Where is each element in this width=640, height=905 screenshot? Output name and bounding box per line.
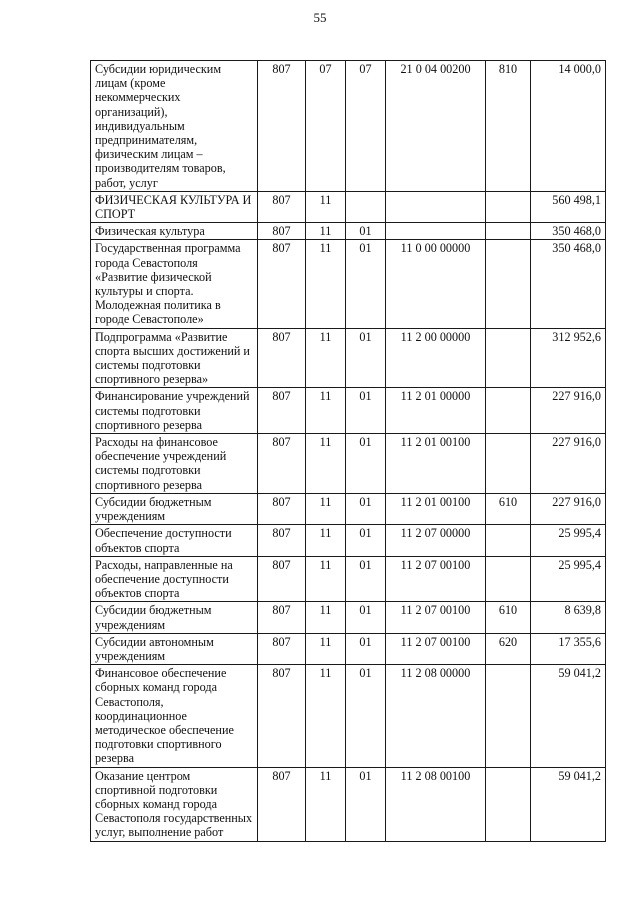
cell-amount: 350 468,0 [531,240,606,328]
cell-subsection-code: 07 [346,61,386,192]
table-row [91,240,606,328]
cell-target-code: 11 0 00 00000 [386,240,486,328]
table-row [91,493,606,524]
cell-expense-type-code [486,434,531,494]
cell-name: Субсидии бюджетным учреждениям [91,602,258,633]
cell-target-code [386,191,486,222]
cell-name: Субсидии автономным учреждениям [91,633,258,664]
cell-subsection-code: 01 [346,665,386,767]
cell-target-code: 11 2 01 00100 [386,493,486,524]
cell-target-code [386,223,486,240]
cell-section-code: 11 [306,434,346,494]
cell-subsection-code: 01 [346,493,386,524]
cell-amount: 25 995,4 [531,556,606,602]
cell-amount: 312 952,6 [531,328,606,388]
cell-name: Подпрограмма «Развитие спорта высших достижений и системы подготовки спортивного резерва» [91,328,258,388]
cell-expense-type-code [486,240,531,328]
cell-expense-type-code [486,525,531,556]
cell-expense-type-code: 620 [486,633,531,664]
cell-section-code: 11 [306,665,346,767]
budget-table-body [91,61,606,842]
cell-expense-type-code [486,191,531,222]
cell-section-code: 11 [306,328,346,388]
cell-amount: 14 000,0 [531,61,606,192]
cell-name: Финансовое обеспечение сборных команд города Севастополя, координационное методическое обеспечение подготовки спортивного резерва [91,665,258,767]
cell-subsection-code: 01 [346,388,386,434]
cell-name: ФИЗИЧЕСКАЯ КУЛЬТУРА И СПОРТ [91,191,258,222]
cell-name: Субсидии юридическим лицам (кроме некоммерческих организаций), индивидуальным предпринимателям, физическим лицам – производителям товаров, работ, услуг [91,61,258,192]
page-number: 55 [313,10,327,25]
cell-name: Расходы на финансовое обеспечение учреждений системы подготовки спортивного резерва [91,434,258,494]
cell-target-code: 11 2 07 00000 [386,525,486,556]
cell-name: Субсидии бюджетным учреждениям [91,493,258,524]
cell-subsection-code: 01 [346,240,386,328]
cell-subsection-code: 01 [346,602,386,633]
cell-target-code: 11 2 08 00100 [386,767,486,841]
cell-grbs-code: 807 [258,434,306,494]
cell-subsection-code: 01 [346,633,386,664]
cell-grbs-code: 807 [258,223,306,240]
cell-target-code: 11 2 01 00100 [386,434,486,494]
cell-section-code: 11 [306,602,346,633]
cell-expense-type-code [486,665,531,767]
table-row [91,434,606,494]
cell-target-code: 11 2 07 00100 [386,633,486,664]
cell-grbs-code: 807 [258,556,306,602]
table-row [91,767,606,841]
cell-name: Расходы, направленные на обеспечение доступности объектов спорта [91,556,258,602]
cell-amount: 59 041,2 [531,665,606,767]
cell-expense-type-code [486,767,531,841]
cell-expense-type-code [486,223,531,240]
cell-amount: 560 498,1 [531,191,606,222]
table-row [91,556,606,602]
cell-grbs-code: 807 [258,240,306,328]
cell-section-code: 11 [306,223,346,240]
cell-section-code: 11 [306,493,346,524]
cell-section-code: 11 [306,556,346,602]
table-row [91,328,606,388]
cell-name: Государственная программа города Севастополя «Развитие физической культуры и спорта. Молодежная политика в городе Севастополе» [91,240,258,328]
cell-subsection-code: 01 [346,434,386,494]
cell-amount: 8 639,8 [531,602,606,633]
cell-grbs-code: 807 [258,665,306,767]
table-row [91,223,606,240]
cell-expense-type-code: 810 [486,61,531,192]
cell-target-code: 11 2 01 00000 [386,388,486,434]
cell-subsection-code [346,191,386,222]
cell-section-code: 11 [306,525,346,556]
cell-section-code: 11 [306,633,346,664]
cell-subsection-code: 01 [346,525,386,556]
cell-subsection-code: 01 [346,556,386,602]
cell-subsection-code: 01 [346,767,386,841]
cell-amount: 59 041,2 [531,767,606,841]
cell-amount: 17 355,6 [531,633,606,664]
cell-name: Физическая культура [91,223,258,240]
cell-amount: 227 916,0 [531,493,606,524]
cell-amount: 25 995,4 [531,525,606,556]
cell-grbs-code: 807 [258,525,306,556]
table-row [91,633,606,664]
cell-name: Оказание центром спортивной подготовки сборных команд города Севастополя государственных услуг, выполнение работ [91,767,258,841]
budget-table [90,60,606,842]
cell-grbs-code: 807 [258,388,306,434]
cell-amount: 350 468,0 [531,223,606,240]
cell-grbs-code: 807 [258,767,306,841]
cell-grbs-code: 807 [258,633,306,664]
table-row [91,61,606,192]
cell-subsection-code: 01 [346,328,386,388]
table-row [91,191,606,222]
cell-target-code: 11 2 00 00000 [386,328,486,388]
cell-grbs-code: 807 [258,191,306,222]
cell-subsection-code: 01 [346,223,386,240]
table-row [91,388,606,434]
cell-expense-type-code: 610 [486,493,531,524]
cell-grbs-code: 807 [258,61,306,192]
cell-section-code: 11 [306,240,346,328]
cell-expense-type-code [486,328,531,388]
table-row [91,602,606,633]
table-row [91,525,606,556]
cell-expense-type-code [486,556,531,602]
cell-grbs-code: 807 [258,493,306,524]
table-row [91,665,606,767]
cell-target-code: 11 2 08 00000 [386,665,486,767]
cell-target-code: 11 2 07 00100 [386,602,486,633]
cell-name: Финансирование учреждений системы подготовки спортивного резерва [91,388,258,434]
cell-amount: 227 916,0 [531,434,606,494]
cell-section-code: 07 [306,61,346,192]
cell-name: Обеспечение доступности объектов спорта [91,525,258,556]
cell-section-code: 11 [306,191,346,222]
cell-expense-type-code [486,388,531,434]
cell-expense-type-code: 610 [486,602,531,633]
cell-section-code: 11 [306,767,346,841]
cell-section-code: 11 [306,388,346,434]
cell-target-code: 11 2 07 00100 [386,556,486,602]
cell-grbs-code: 807 [258,328,306,388]
cell-target-code: 21 0 04 00200 [386,61,486,192]
cell-grbs-code: 807 [258,602,306,633]
cell-amount: 227 916,0 [531,388,606,434]
